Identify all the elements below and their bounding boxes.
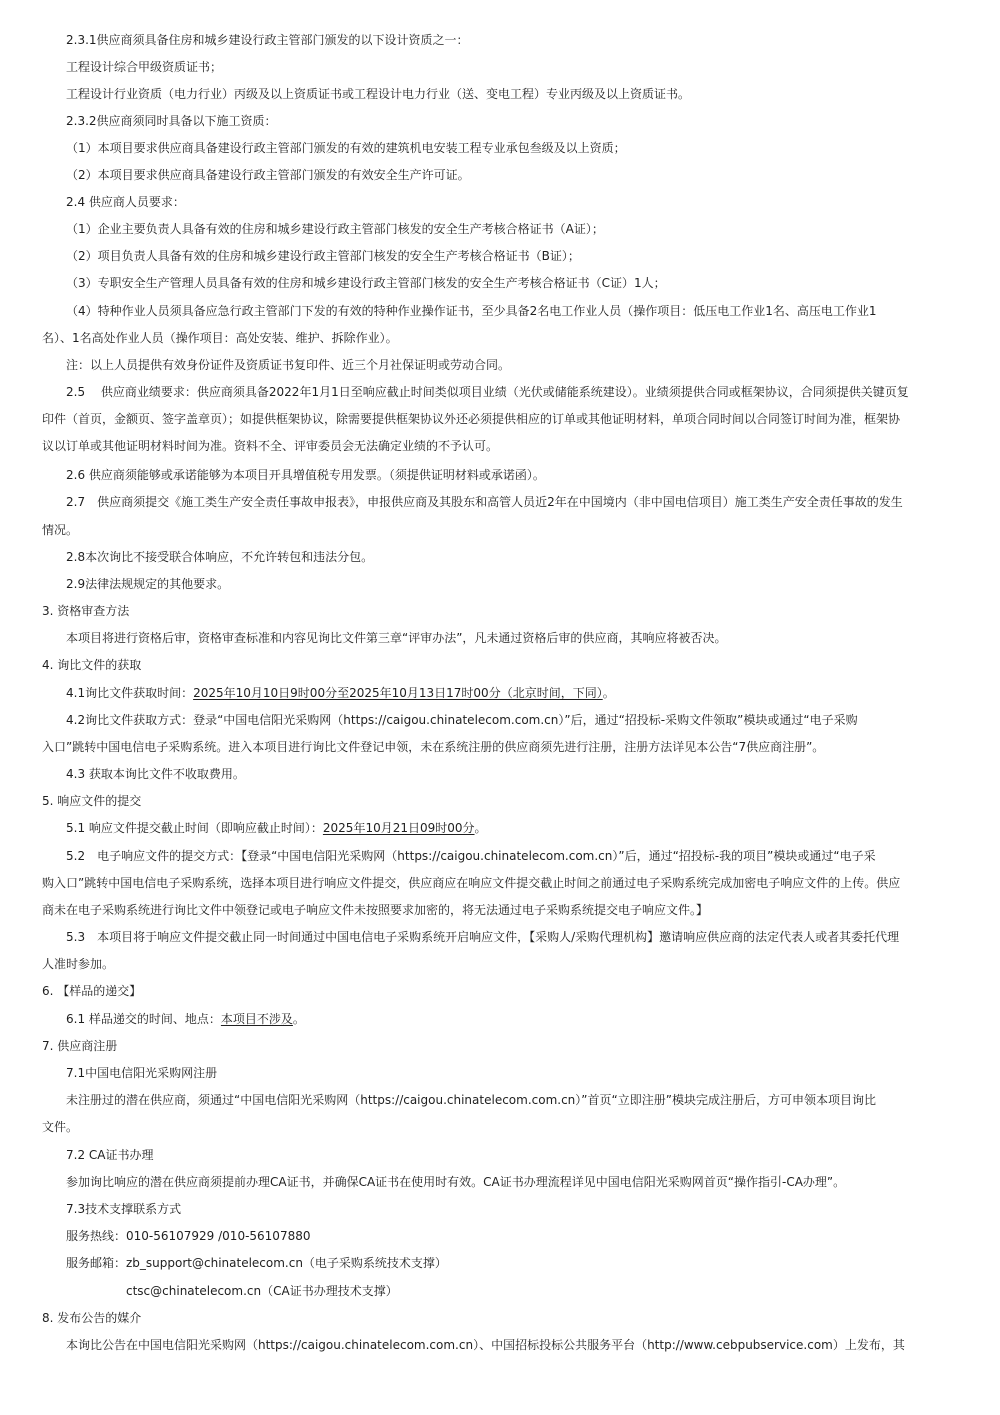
section-5-3-line2: 人准时参加。	[42, 957, 115, 971]
section-8-body: 本询比公告在中国电信阳光采购网（https://caigou.chinatelecom.com.cn）、中国招标投标公共服务平台（http://www.cebpubservice.com）上发布，其	[66, 1338, 905, 1352]
section-5-2-line3: 商未在电子采购系统进行询比文件中领登记或电子响应文件未按照要求加密的，将无法通过电子采购系统提交电子响应文件。】	[42, 903, 709, 917]
personnel-note: 注：以上人员提供有效身份证件及资质证书复印件、近三个月社保证明或劳动合同。	[66, 358, 511, 372]
section-7-heading: 7. 供应商注册	[42, 1039, 118, 1053]
section-4-1-label: 4.1询比文件获取时间：	[66, 686, 194, 700]
service-email-2: ctsc@chinatelecom.cn（CA证书办理技术支撑）	[126, 1284, 398, 1298]
section-2-7-line1: 2.7 供应商须提交《施工类生产安全责任事故申报表》，申报供应商及其股东和高管人员近2年在中国境内（非中国电信项目）施工类生产安全责任事故的发生	[66, 495, 903, 509]
service-email-1: 服务邮箱：zb_support@chinatelecom.cn（电子采购系统技术支撑）	[66, 1256, 447, 1270]
section-6-1-suffix: 。	[292, 1012, 305, 1026]
section-7-1-line2: 文件。	[42, 1120, 79, 1134]
section-2-7-line2: 情况。	[42, 523, 79, 537]
section-6-heading: 6. 【样品的递交】	[42, 984, 142, 998]
section-5-1-suffix: 。	[474, 821, 487, 835]
personnel-req-4-line1: （4）特种作业人员须具备应急行政主管部门下发的有效的特种作业操作证书，至少具备2名电工作业人员（操作项目：低压电工作业1名、高压电工作业1	[66, 304, 877, 318]
section-4-2-line1: 4.2询比文件获取方式：登录“中国电信阳光采购网（https://caigou.chinatelecom.com.cn）”后，通过“招投标-采购文件领取”模块或通过“电子采购	[66, 713, 858, 727]
section-5-1-label: 5.1 响应文件提交截止时间（即响应截止时间）：	[66, 821, 323, 835]
section-2-8: 2.8本次询比不接受联合体响应，不允许转包和违法分包。	[66, 550, 374, 564]
section-6-1	[66, 1011, 305, 1027]
section-5-3-line1: 5.3 本项目将于响应文件提交截止同一时间通过中国电信电子采购系统开启响应文件，【采购人/采购代理机构】邀请响应供应商的法定代表人或者其委托代理	[66, 930, 900, 944]
section-7-1-heading: 7.1中国电信阳光采购网注册	[66, 1066, 218, 1080]
section-2-5-line3: 议以订单或其他证明材料时间为准。资料不全、评审委员会无法确定业绩的不予认可。	[42, 439, 499, 453]
section-2-4-heading: 2.4 供应商人员要求：	[66, 195, 185, 209]
deadline-value: 2025年10月21日09时00分	[322, 821, 475, 835]
section-4-1	[66, 685, 615, 701]
section-8-heading: 8. 发布公告的媒介	[42, 1311, 142, 1325]
section-2-3-2-heading: 2.3.2供应商须同时具备以下施工资质：	[66, 114, 277, 128]
service-hotline: 服务热线：010-56107929 /010-56107880	[66, 1229, 311, 1243]
section-4-heading: 4. 询比文件的获取	[42, 658, 142, 672]
sample-delivery-value: 本项目不涉及	[220, 1012, 293, 1026]
section-3-heading: 3. 资格审查方法	[42, 604, 130, 618]
design-qualification-b: 工程设计行业资质（电力行业）丙级及以上资质证书或工程设计电力行业（送、变电工程）专业丙级及以上资质证书。	[66, 87, 691, 101]
construction-qualification-2: （2）本项目要求供应商具备建设行政主管部门颁发的有效安全生产许可证。	[66, 168, 470, 182]
section-4-3: 4.3 获取本询比文件不收取费用。	[66, 767, 245, 781]
section-4-2-line2: 入口”跳转中国电信电子采购系统。进入本项目进行询比文件登记申领，未在系统注册的供应商须先进行注册，注册方法详见本公告“7供应商注册”。	[42, 740, 825, 754]
section-2-5-line2: 印件（首页，金额页、签字盖章页）；如提供框架协议，除需要提供框架协议外还必须提供相应的订单或其他证明材料，单项合同时间以合同签订时间为准，框架协	[42, 412, 901, 426]
design-qualification-a: 工程设计综合甲级资质证书；	[66, 60, 223, 74]
section-7-2-heading: 7.2 CA证书办理	[66, 1148, 154, 1162]
personnel-req-2: （2）项目负责人具备有效的住房和城乡建设行政主管部门核发的安全生产考核合格证书（B证）；	[66, 249, 580, 263]
section-2-3-1-heading: 2.3.1供应商须具备住房和城乡建设行政主管部门颁发的以下设计资质之一：	[66, 33, 469, 47]
section-5-1	[66, 820, 487, 836]
personnel-req-1: （1）企业主要负责人具备有效的住房和城乡建设行政主管部门核发的安全生产考核合格证书（A证）；	[66, 222, 604, 236]
section-6-1-label: 6.1 样品递交的时间、地点：	[66, 1012, 221, 1026]
section-7-1-line1: 未注册过的潜在供应商，须通过“中国电信阳光采购网（https://caigou.chinatelecom.com.cn）”首页“立即注册”模块完成注册后，方可申领本项目询比	[66, 1093, 876, 1107]
personnel-req-4-line2: 名）、1名高处作业人员（操作项目：高处安装、维护、拆除作业）。	[42, 331, 398, 345]
acquisition-time-value: 2025年10月10日9时00分至2025年10月13日17时00分（北京时间，下同）	[193, 686, 603, 700]
section-4-1-suffix: 。	[602, 686, 615, 700]
section-3-body: 本项目将进行资格后审，资格审查标准和内容见询比文件第三章“评审办法”，凡未通过资格后审的供应商，其响应将被否决。	[66, 631, 727, 645]
section-7-3-heading: 7.3技术支撑联系方式	[66, 1202, 182, 1216]
section-5-heading: 5. 响应文件的提交	[42, 794, 142, 808]
construction-qualification-1: （1）本项目要求供应商具备建设行政主管部门颁发的有效的建筑机电安装工程专业承包叁级及以上资质；	[66, 141, 626, 155]
section-5-2-line1: 5.2 电子响应文件的提交方式：【登录“中国电信阳光采购网（https://caigou.chinatelecom.com.cn）”后，通过“招投标-我的项目”模块或通过“电子采	[66, 849, 876, 863]
section-2-6: 2.6 供应商须能够或承诺能够为本项目开具增值税专用发票。（须提供证明材料或承诺函）。	[66, 468, 545, 482]
section-2-9: 2.9法律法规规定的其他要求。	[66, 577, 230, 591]
personnel-req-3: （3）专职安全生产管理人员具备有效的住房和城乡建设行政主管部门核发的安全生产考核合格证书（C证）1人；	[66, 276, 666, 290]
section-5-2-line2: 购入口”跳转中国电信电子采购系统，选择本项目进行响应文件提交，供应商应在响应文件提交截止时间之前通过电子采购系统完成加密电子响应文件的上传。供应	[42, 876, 901, 890]
section-7-2-body: 参加询比响应的潜在供应商须提前办理CA证书，并确保CA证书在使用时有效。CA证书办理流程详见中国电信阳光采购网首页“操作指引-CA办理”。	[66, 1175, 846, 1189]
section-2-5-line1: 2.5 供应商业绩要求：供应商须具备2022年1月1日至响应截止时间类似项目业绩（光伏或储能系统建设）。业绩须提供合同或框架协议，合同须提供关键页复	[66, 385, 909, 399]
